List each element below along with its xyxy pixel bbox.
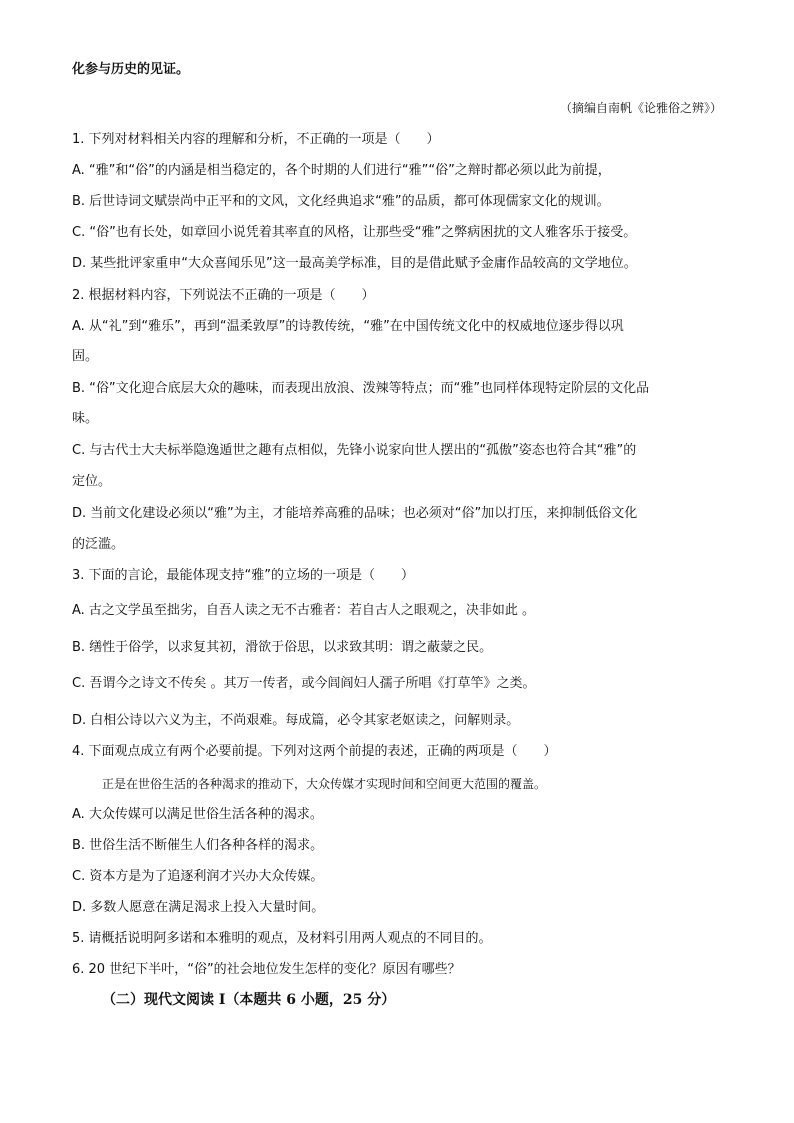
source-citation: （摘编自南帆《论雅俗之辨》） xyxy=(559,101,722,115)
q1-option-d: D. 某些批评家重申“大众喜闻乐见”这一最高美学标准，目的是借此赋予金庸作品较高的文学地位。 xyxy=(72,256,637,271)
q2-option-c-line1: C. 与古代士大夫标举隐逸遁世之趣有点相似，先锋小说家向世人摆出的“孤傲”姿态也符合其“雅”的 xyxy=(72,443,637,458)
q2-option-c-line2: 定位。 xyxy=(72,474,112,489)
q1-option-b: B. 后世诗词文赋崇尚中正平和的文风，文化经典追求“雅”的品质，都可体现儒家文化的规训。 xyxy=(72,194,610,209)
q4-quote: 正是在世俗生活的各种渴求的推动下，大众传媒才实现时间和空间更大范围的覆盖。 xyxy=(102,777,547,791)
q1-stem: 1. 下列对材料相关内容的理解和分析，不正确的一项是（ ） xyxy=(72,132,440,147)
q4-option-c: C. 资本方是为了追逐利润才兴办大众传媒。 xyxy=(72,869,324,884)
q2-option-b-line2: 味。 xyxy=(72,411,99,426)
q2-option-b-line1: B. “俗”文化迎合底层大众的趣味，而表现出放浪、泼辣等特点；而“雅”也同样体现特定阶层的文化品 xyxy=(72,381,650,396)
q4-option-b: B. 世俗生活不断催生人们各种各样的渴求。 xyxy=(72,838,324,853)
q3-option-d: D. 白相公诗以六义为主，不尚艰难。每成篇，必令其家老妪读之，问解则录。 xyxy=(72,713,520,728)
q4-option-d: D. 多数人愿意在满足渴求上投入大量时间。 xyxy=(72,900,325,915)
q4-stem: 4. 下面观点成立有两个必要前提。下列对这两个前提的表述，正确的两项是（ ） xyxy=(72,744,557,759)
q2-option-d-line1: D. 当前文化建设必须以“雅”为主，才能培养高雅的品味；也必须对“俗”加以打压，来抑制低俗文化 xyxy=(72,506,638,521)
q2-stem: 2. 根据材料内容，下列说法不正确的一项是（ ） xyxy=(72,288,375,303)
q5-stem: 5. 请概括说明阿多诺和本雅明的观点，及材料引用两人观点的不同目的。 xyxy=(72,931,492,946)
q2-option-a-line1: A. 从“礼”到“雅乐”，再到“温柔敦厚”的诗教传统，“雅”在中国传统文化中的权威地位逐步得以巩 xyxy=(72,319,624,334)
q3-option-c: C. 吾谓今之诗文不传矣 。其万一传者，或今闾阎妇人孺子所唱《打草竿》之类。 xyxy=(72,676,536,691)
q3-option-b: B. 缮性于俗学，以求复其初，滑欲于俗思，以求致其明：谓之蔽蒙之民。 xyxy=(72,640,493,655)
section-heading: （二）现代文阅读 I（本题共 6 小题，25 分） xyxy=(102,992,396,1008)
q3-option-a: A. 古之文学虽至拙劣，自吾人读之无不古雅者：若自古人之眼观之，决非如此 。 xyxy=(72,603,536,618)
q1-option-a: A. “雅”和“俗”的内涵是相当稳定的，各个时期的人们进行“雅”“俗”之辩时都必须以此为前提， xyxy=(72,163,611,178)
q2-option-a-line2: 固。 xyxy=(72,349,99,364)
q6-stem: 6. 20 世纪下半叶，“俗”的社会地位发生怎样的变化？原因有哪些？ xyxy=(72,962,461,977)
q4-option-a: A. 大众传媒可以满足世俗生活各种的渴求。 xyxy=(72,807,323,822)
q1-option-c: C. “俗”也有长处，如章回小说凭着其率直的风格，让那些受“雅”之弊病困扰的文人雅客乐于接受。 xyxy=(72,225,637,240)
intro-tail: 化参与历史的见证。 xyxy=(72,62,190,77)
q3-stem: 3. 下面的言论，最能体现支持“雅”的立场的一项是（ ） xyxy=(72,568,415,583)
q2-option-d-line2: 的泛滥。 xyxy=(72,537,125,552)
